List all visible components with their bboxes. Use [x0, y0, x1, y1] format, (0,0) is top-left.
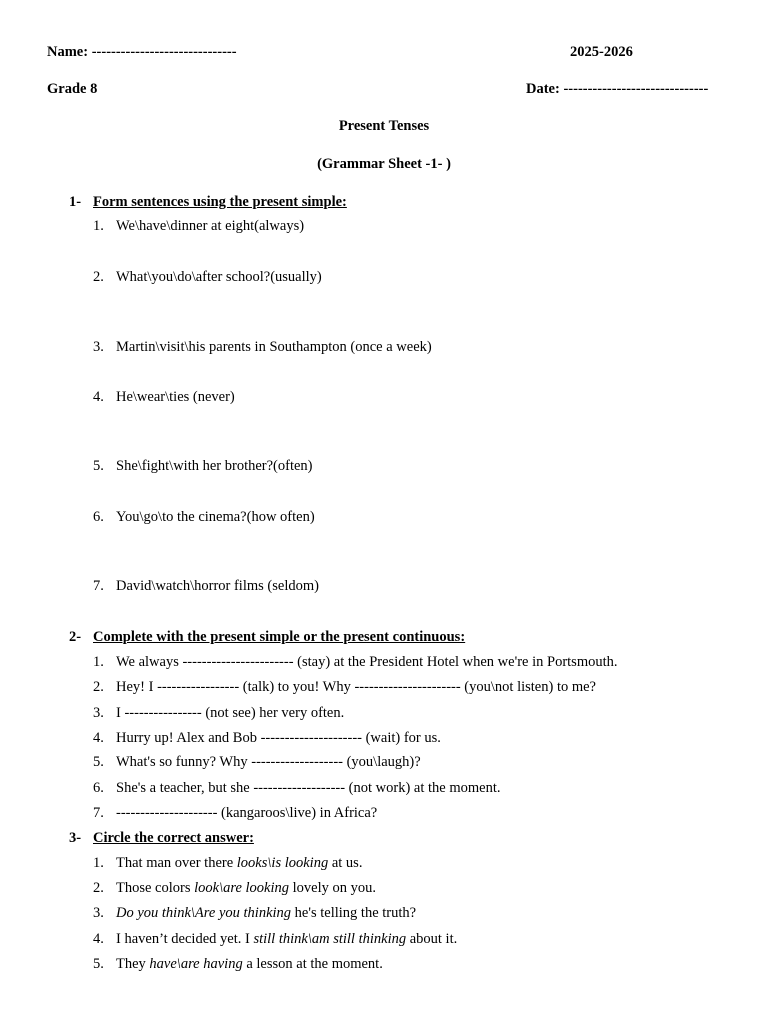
date-field: [526, 81, 708, 98]
list-item: [93, 269, 322, 286]
section-3-heading: [69, 830, 254, 847]
section-2-heading: [69, 629, 465, 646]
list-item: [93, 339, 432, 356]
item-text: he's telling the truth?: [291, 905, 417, 921]
item-text: I ---------------- (not see) her very often.: [116, 705, 345, 721]
item-text: David\watch\horror films (seldom): [116, 578, 319, 594]
list-item: [93, 754, 421, 771]
answer-options[interactable]: have\are having: [149, 956, 243, 972]
date-label: Date:: [526, 81, 560, 97]
item-text: at us.: [328, 855, 363, 871]
name-label: Name:: [47, 44, 89, 60]
list-item: [93, 805, 377, 822]
item-text: They: [116, 956, 150, 972]
answer-options[interactable]: look\are looking: [194, 880, 290, 896]
name-blank: ------------------------------: [91, 44, 237, 60]
item-text: We\have\dinner at eight(always): [116, 218, 305, 234]
answer-options[interactable]: looks\is looking: [236, 855, 329, 871]
list-item: [93, 578, 319, 595]
item-text: You\go\to the cinema?(how often): [116, 509, 315, 525]
section-title: Form sentences using the present simple:: [93, 194, 347, 210]
item-text: lovely on you.: [289, 880, 377, 896]
item-number: 7.: [93, 578, 104, 594]
list-item: [93, 389, 235, 406]
item-text: She\fight\with her brother?(often): [116, 458, 313, 474]
date-blank: ------------------------------: [563, 81, 709, 97]
item-text: Those colors: [116, 880, 195, 896]
section-1-heading: [69, 194, 347, 211]
list-item: [93, 218, 304, 235]
item-text: Martin\visit\his parents in Southampton (once a week): [116, 339, 432, 355]
item-text: What's so funny? Why ------------------- (you\laugh)?: [116, 754, 421, 770]
answer-options[interactable]: Do you think\Are you thinking: [116, 905, 292, 921]
grade-label: Grade 8: [47, 81, 98, 97]
item-text: I haven’t decided yet. I: [116, 931, 254, 947]
list-item: [93, 905, 416, 922]
list-item: [93, 705, 344, 722]
list-item: [93, 931, 457, 948]
section-title: Circle the correct answer:: [93, 830, 254, 846]
item-text: a lesson at the moment.: [242, 956, 383, 972]
item-number: 4.: [93, 389, 104, 405]
item-number: 5.: [93, 458, 104, 474]
list-item: [93, 880, 376, 897]
item-text: --------------------- (kangaroos\live) in Africa?: [116, 805, 378, 821]
name-field: [47, 44, 237, 61]
answer-options[interactable]: still think\am still thinking: [253, 931, 407, 947]
item-text: Hurry up! Alex and Bob --------------------- (wait) for us.: [116, 730, 441, 746]
list-item: [93, 458, 313, 475]
item-number: 7.: [93, 805, 104, 821]
item-number: 1.: [93, 855, 104, 871]
section-number: 1-: [69, 194, 82, 210]
item-text: She's a teacher, but she ------------------- (not work) at the moment.: [116, 780, 501, 796]
item-text: Hey! I ----------------- (talk) to you! Why ---------------------- (you\not listen) to me?: [116, 679, 596, 695]
item-number: 4.: [93, 730, 104, 746]
item-number: 2.: [93, 269, 104, 285]
list-item: [93, 956, 383, 973]
item-number: 3.: [93, 905, 104, 921]
item-number: 1.: [93, 218, 104, 234]
list-item: [93, 679, 596, 696]
section-title: Complete with the present simple or the present continuous:: [93, 629, 466, 645]
item-text: What\you\do\after school?(usually): [116, 269, 322, 285]
item-number: 3.: [93, 339, 104, 355]
page-subtitle: (Grammar Sheet -1- ): [317, 156, 451, 172]
list-item: [93, 780, 501, 797]
item-text: He\wear\ties (never): [116, 389, 235, 405]
list-item: [93, 509, 315, 526]
list-item: [93, 855, 362, 872]
list-item: [93, 654, 618, 671]
item-number: 5.: [93, 956, 104, 972]
list-item: [93, 730, 441, 747]
item-text: That man over there: [116, 855, 237, 871]
item-number: 6.: [93, 509, 104, 525]
item-number: 2.: [93, 880, 104, 896]
item-number: 4.: [93, 931, 104, 947]
item-number: 1.: [93, 654, 104, 670]
item-number: 2.: [93, 679, 104, 695]
section-number: 3-: [69, 830, 82, 846]
item-text: We always ----------------------- (stay) at the President Hotel when we're in Portsmouth.: [116, 654, 618, 670]
page-title: Present Tenses: [338, 118, 430, 134]
section-number: 2-: [69, 629, 82, 645]
item-number: 5.: [93, 754, 104, 770]
item-text: about it.: [406, 931, 458, 947]
item-number: 6.: [93, 780, 104, 796]
school-year: 2025-2026: [570, 44, 633, 60]
item-number: 3.: [93, 705, 104, 721]
